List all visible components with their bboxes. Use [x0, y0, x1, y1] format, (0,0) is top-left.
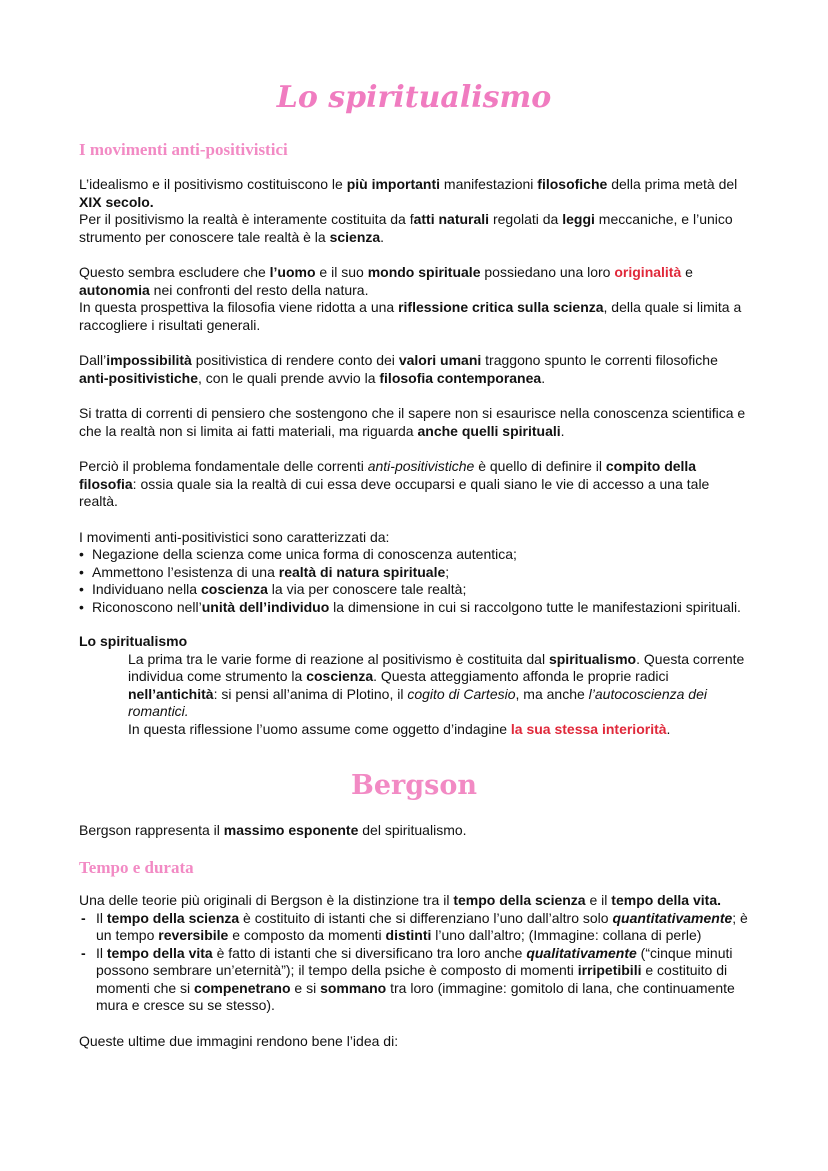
paragraph: [79, 892, 751, 910]
sub-heading-spiritualism: Lo spiritualismo: [79, 633, 188, 649]
text-run: Il: [96, 909, 107, 926]
paragraph: Queste ultime due immagini rendono bene l’idea di:: [79, 1032, 399, 1049]
text-run: la via per conoscere tale realtà;: [267, 581, 467, 597]
text-run: l’autocoscienza dei romantici.: [128, 685, 707, 719]
paragraph: [79, 176, 751, 246]
text-run: reversibile: [158, 927, 229, 943]
text-run: compenetrano: [194, 979, 291, 996]
text-run: La prima tra le varie forme di reazione al positivismo è costituita dal: [128, 650, 549, 667]
list-item: [79, 945, 751, 1015]
text-run: più importanti: [346, 176, 441, 192]
text-run: . Questa corrente individua come strumento la: [128, 650, 745, 684]
bergson-intro: [79, 822, 751, 840]
text-run: coscienza: [200, 581, 268, 597]
text-run: Individuano nella: [92, 581, 201, 597]
text-run: positivistica di rendere conto dei: [191, 352, 399, 368]
text-run: . Questa atteggiamento affonda le proprie radici: [373, 668, 669, 684]
text-run: e si: [290, 979, 321, 996]
section-tempo-durata: [79, 892, 751, 1050]
text-run: e il suo: [315, 264, 368, 280]
text-run: e composto da momenti: [228, 927, 386, 943]
page-title: Lo spiritualismo: [276, 80, 552, 115]
text-run: Una delle teorie più originali di Bergson è la distinzione tra il: [79, 892, 454, 908]
text-run: anche quelli spirituali: [417, 422, 561, 439]
paragraph: [79, 352, 751, 387]
text-run: , con le quali prende avvio la: [198, 369, 380, 386]
text-run: In questa prospettiva la filosofia viene ridotta a una: [79, 299, 399, 315]
text-run: la sua stessa interiorità: [510, 720, 667, 737]
list-item: [79, 599, 751, 617]
text-run: anti-positivistiche: [79, 369, 199, 386]
text-run: realtà di natura spirituale: [278, 563, 446, 580]
text-run: tra loro (immagine: gomitolo di lana, che continuamente mura e cresce su se stesso).: [96, 979, 735, 1013]
text-run: filosofiche: [537, 176, 608, 192]
text-run: coscienza: [306, 668, 374, 684]
text-run: tempo della vita: [106, 944, 213, 961]
text-run: riflessione critica sulla scienza: [398, 299, 604, 315]
text-run: Si tratta di correnti di pensiero che sostengono che il sapere non si esaurisce nella conoscenza scientifica e che la realtà non si limita ai fatti materiali, ma riguarda: [79, 405, 746, 439]
text-run: qualitativamente: [526, 944, 637, 961]
text-run: manifestazioni: [440, 176, 538, 192]
text-run: nei confronti del resto della natura.: [149, 281, 369, 298]
text-run: spiritualismo: [548, 650, 637, 667]
text-run: : si pensi all’anima di Plotino, il: [213, 685, 408, 702]
text-run: l’uno dall’altro; (Immagine: collana di perle): [431, 927, 702, 943]
text-run: XIX secolo.: [79, 193, 154, 210]
text-run: atti naturali: [413, 211, 490, 227]
text-run: autonomia: [79, 281, 150, 298]
text-run: ; è un tempo: [96, 909, 748, 943]
text-run: quantitativamente: [612, 909, 733, 926]
text-run: (“cinque minuti possono sembrare un’eternità”); il tempo della psiche è composto di momenti: [96, 944, 733, 978]
text-run: Riconoscono nell’: [92, 598, 202, 615]
text-run: cogito di Cartesio: [407, 685, 516, 702]
text-run: massimo esponente: [223, 822, 359, 838]
text-run: sommano: [320, 979, 387, 996]
text-run: filosofia contemporanea: [379, 369, 542, 386]
text-run: è fatto di istanti che si diversificano tra loro anche: [212, 944, 527, 961]
text-run: tempo della vita.: [611, 892, 721, 908]
text-run: .: [541, 369, 546, 386]
text-run: originalità: [614, 264, 682, 280]
paragraph: [79, 264, 751, 334]
text-run: l’uomo: [269, 264, 316, 280]
text-run: irripetibili: [577, 962, 642, 978]
section-anti-positivism: [79, 176, 751, 738]
paragraph: [79, 458, 751, 511]
text-run: del spiritualismo.: [358, 822, 467, 838]
text-run: , ma anche: [515, 685, 589, 702]
dash-list: [79, 910, 751, 1015]
paragraph: [79, 405, 751, 440]
text-run: Questo sembra escludere che: [79, 264, 270, 280]
text-run: nell’antichità: [128, 685, 214, 702]
bergson-title: Bergson: [351, 770, 477, 801]
text-run: In questa riflessione l’uomo assume come oggetto d’indagine: [128, 720, 511, 737]
text-run: traggono spunto le correnti filosofiche: [481, 352, 718, 368]
text-run: Bergson rappresenta il: [79, 822, 224, 838]
text-run: e: [681, 264, 693, 280]
text-run: : ossia quale sia la realtà di cui essa deve occuparsi e quali siano le vie di accesso a una tale realtà.: [79, 475, 710, 509]
paragraph: [128, 721, 751, 739]
text-run: Ammettono l’esistenza di una: [92, 563, 279, 580]
text-run: distinti: [385, 927, 432, 943]
section-heading-anti-positivism: I movimenti anti-positivistici: [79, 140, 288, 159]
text-run: .: [560, 422, 565, 439]
text-run: regolati da: [489, 211, 563, 227]
text-run: della prima metà del: [607, 176, 738, 192]
text-run: tempo della scienza: [453, 892, 586, 908]
text-run: e il: [585, 892, 612, 908]
text-run: Negazione della scienza come unica forma di conoscenza autentica;: [92, 546, 517, 562]
text-run: è costituito di istanti che si differenziano l’uno dall’altro solo: [239, 909, 613, 926]
text-run: .: [666, 720, 671, 737]
text-run: Per il positivismo la realtà è interamente costituita da f: [79, 211, 414, 227]
text-run: Il: [96, 944, 107, 961]
text-run: L’idealismo e il positivismo costituiscono le: [79, 176, 347, 192]
text-run: .: [380, 228, 385, 245]
text-run: leggi: [562, 211, 595, 227]
list-item: [79, 564, 751, 582]
text-run: impossibilità: [106, 352, 192, 368]
text-run: Dall’: [79, 352, 107, 368]
text-run: valori umani: [398, 352, 482, 368]
text-run: scienza: [329, 228, 381, 245]
list-item: [79, 581, 751, 599]
spiritualism-block: [79, 651, 751, 739]
text-run: compito della filosofia: [79, 458, 697, 492]
text-run: , della quale si limita a raccogliere i risultati generali.: [79, 299, 742, 333]
list-item: [79, 546, 751, 564]
text-run: ;: [445, 563, 450, 580]
section-heading-tempo-durata: Tempo e durata: [79, 858, 194, 877]
list-item: [79, 910, 751, 945]
text-run: e costituito di momenti che si: [96, 962, 728, 996]
text-run: possiedano una loro: [480, 264, 615, 280]
list-intro: I movimenti anti-positivistici sono caratterizzati da:: [79, 528, 390, 545]
text-run: meccaniche, e l’unico strumento per conoscere tale realtà è la: [79, 211, 733, 245]
text-run: tempo della scienza: [106, 909, 240, 926]
text-run: Perciò il problema fondamentale delle correnti: [79, 458, 368, 474]
bullet-list: [79, 546, 751, 616]
text-run: anti-positivistiche: [367, 458, 475, 474]
paragraph: [128, 651, 751, 721]
text-run: unità dell’individuo: [201, 598, 330, 615]
text-run: mondo spirituale: [367, 264, 481, 280]
text-run: la dimensione in cui si raccolgono tutte le manifestazioni spirituali.: [329, 598, 741, 615]
text-run: è quello di definire il: [474, 458, 606, 474]
